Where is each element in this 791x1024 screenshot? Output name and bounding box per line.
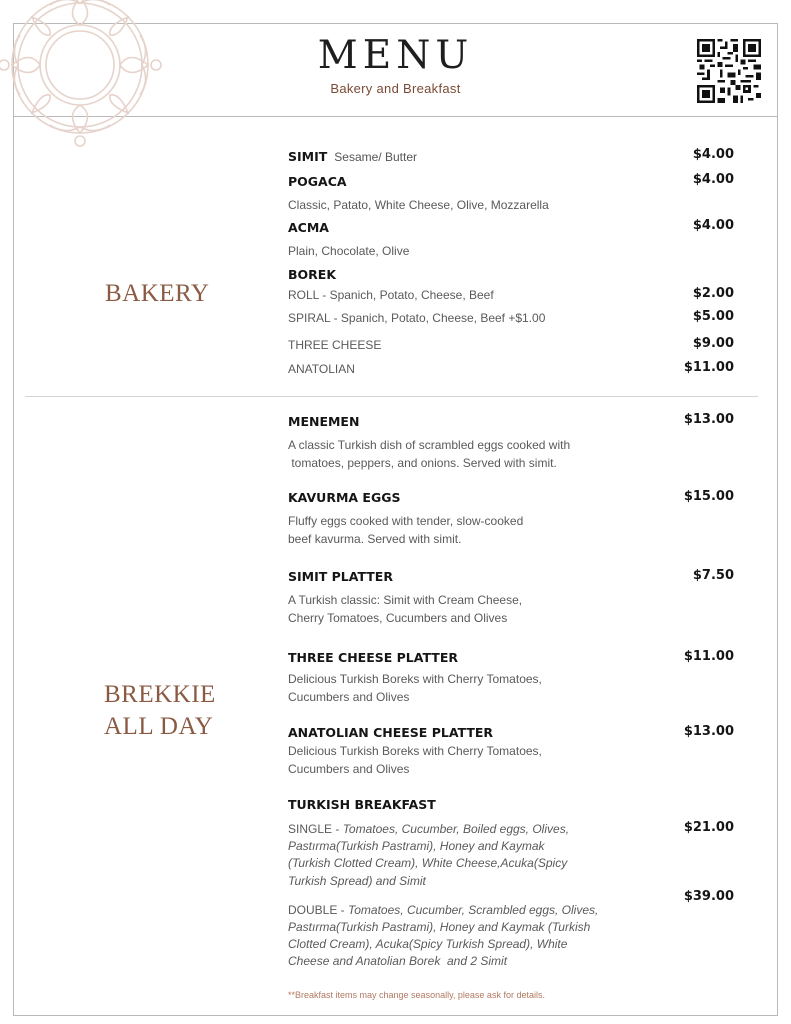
- item-desc-pogaca: Classic, Patato, White Cheese, Olive, Mozzarella: [288, 198, 549, 212]
- turkish-breakfast-single-3: [288, 855, 567, 872]
- brekkie-label-line2: ALL DAY: [104, 713, 214, 740]
- item-desc-kavurma-1: Fluffy eggs cooked with tender, slow-cooked: [288, 514, 524, 528]
- borek-anatolian: ANATOLIAN: [288, 362, 355, 376]
- turkish-breakfast-double-4: [288, 953, 507, 970]
- item-name-turkish-breakfast: TURKISH BREAKFAST: [288, 797, 436, 812]
- item-sub-simit: Sesame/ Butter: [334, 150, 417, 164]
- item-desc-menemen-2: tomatoes, peppers, and onions. Served with simit.: [288, 456, 557, 470]
- item-desc-simit-platter-2: Cherry Tomatoes, Cucumbers and Olives: [288, 611, 508, 625]
- item-desc-anatolian-platter-2: Cucumbers and Olives: [288, 762, 410, 776]
- single-line-3: (Turkish Clotted Cream), White Cheese,Acuka(Spicy: [288, 856, 568, 870]
- item-price-pogaca: $4.00: [692, 172, 734, 187]
- item-desc-three-cheese-platter-1: Delicious Turkish Boreks with Cherry Tomatoes,: [288, 672, 542, 686]
- item-price-turkish-breakfast-single: $21.00: [683, 820, 734, 835]
- section-label-bakery: BAKERY: [105, 280, 210, 307]
- item-desc-three-cheese-platter-2: Cucumbers and Olives: [288, 690, 410, 704]
- item-name-three-cheese-platter: THREE CHEESE PLATTER: [288, 650, 458, 665]
- item-price-borek-spiral: $5.00: [692, 309, 734, 324]
- section-label-brekkie: [104, 679, 216, 743]
- menu-subtitle: Bakery and Breakfast: [330, 81, 461, 96]
- turkish-breakfast-single-2: [288, 838, 545, 855]
- borek-roll: ROLL - Spanich, Potato, Cheese, Beef: [288, 288, 494, 302]
- item-price-borek-three-cheese: $9.00: [692, 336, 734, 351]
- borek-spiral: SPIRAL - Spanich, Potato, Cheese, Beef +$1.00: [288, 311, 546, 325]
- single-line-2: Pastırma(Turkish Pastrami), Honey and Kaymak: [288, 839, 545, 853]
- single-line-1: Tomatoes, Cucumber, Boiled eggs, Olives,: [342, 822, 570, 836]
- footnote: **Breakfast items may change seasonally, please ask for details.: [288, 990, 545, 1000]
- item-desc-kavurma-2: beef kavurma. Served with simit.: [288, 532, 462, 546]
- item-name-kavurma: KAVURMA EGGS: [288, 490, 401, 505]
- item-price-menemen: $13.00: [683, 412, 734, 427]
- item-price-anatolian-platter: $13.00: [683, 724, 734, 739]
- item-price-turkish-breakfast-double: $39.00: [683, 889, 734, 904]
- menu-title: MENU: [317, 33, 474, 78]
- item-price-borek-anatolian: $11.00: [683, 360, 734, 375]
- borek-three-cheese: THREE CHEESE: [288, 338, 382, 352]
- single-label: SINGLE -: [288, 822, 343, 836]
- double-line-4: Cheese and Anatolian Borek and 2 Simit: [288, 954, 508, 968]
- item-name-acma: ACMA: [288, 220, 329, 235]
- item-price-simit: $4.00: [692, 147, 734, 162]
- turkish-breakfast-single-1: [288, 821, 569, 838]
- section-divider: [25, 396, 758, 397]
- turkish-breakfast-double-1: [288, 902, 598, 919]
- double-line-2: Pastırma(Turkish Pastrami), Honey and Kaymak (Turkish: [288, 920, 591, 934]
- single-line-4: Turkish Spread) and Simit: [288, 874, 426, 888]
- qr-code-icon[interactable]: [697, 39, 761, 103]
- double-label: DOUBLE -: [288, 903, 349, 917]
- item-price-three-cheese-platter: $11.00: [683, 649, 734, 664]
- item-name-menemen: MENEMEN: [288, 414, 360, 429]
- item-price-kavurma: $15.00: [683, 489, 734, 504]
- brekkie-label-line1: BREKKIE: [104, 681, 216, 708]
- item-name-simit-text: SIMIT: [288, 149, 328, 164]
- item-desc-simit-platter-1: A Turkish classic: Simit with Cream Cheese,: [288, 593, 523, 607]
- item-desc-acma: Plain, Chocolate, Olive: [288, 244, 410, 258]
- double-line-3: Clotted Cream), Acuka(Spicy Turkish Spread), White: [288, 937, 568, 951]
- item-name-anatolian-platter: ANATOLIAN CHEESE PLATTER: [288, 725, 494, 740]
- item-price-simit-platter: $7.50: [692, 568, 734, 583]
- double-line-1: Tomatoes, Cucumber, Scrambled eggs, Olives,: [348, 903, 599, 917]
- item-name-simit: [288, 149, 417, 164]
- turkish-breakfast-single-4: [288, 873, 426, 890]
- item-desc-menemen-1: A classic Turkish dish of scrambled eggs cooked with: [288, 438, 571, 452]
- turkish-breakfast-double-2: [288, 919, 590, 936]
- item-name-pogaca: POGACA: [288, 174, 347, 189]
- turkish-breakfast-double-3: [288, 936, 567, 953]
- item-price-acma: $4.00: [692, 218, 734, 233]
- item-name-simit-platter: SIMIT PLATTER: [288, 569, 393, 584]
- item-name-borek: BOREK: [288, 267, 337, 282]
- item-price-borek-roll: $2.00: [692, 286, 734, 301]
- item-desc-anatolian-platter-1: Delicious Turkish Boreks with Cherry Tomatoes,: [288, 744, 542, 758]
